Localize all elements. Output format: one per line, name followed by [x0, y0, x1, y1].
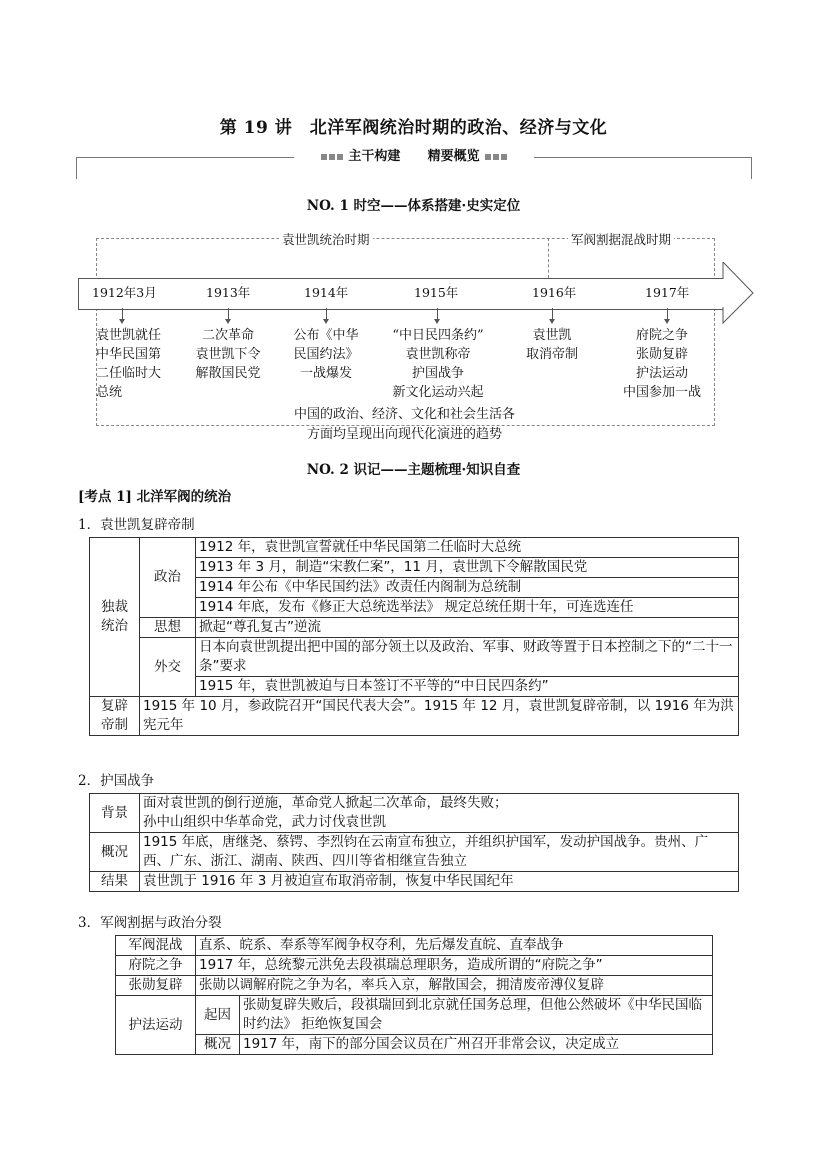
hufa-gaikuang-cell: 概况 [196, 1035, 240, 1055]
fubi-row: 1915 年 10 月，参政院召开“国民代表大会”。1915 年 12 月，袁世凯复辟帝制，以 1916 年为洪宪元年 [140, 697, 739, 736]
qiyin-cell: 起因 [196, 996, 240, 1035]
period-warlord-label: 军阀割据混战时期 [568, 230, 674, 248]
year-1914: 1914年 [304, 285, 349, 300]
year-1915: 1915年 [414, 285, 459, 300]
banner-right-label: 精要概览 [427, 149, 480, 164]
s2-table [89, 793, 739, 892]
page-title: 第 19 讲 北洋军阀统治时期的政治、经济与文化 [219, 118, 608, 138]
waijiao-cell: 外交 [140, 638, 196, 697]
fuyuan-row: 1917 年，总统黎元洪免去段祺瑞总理职务，造成所谓的“府院之争” [196, 956, 713, 976]
event-1917: 府院之争 张勋复辟 护法运动 中国参加一战 [622, 328, 701, 400]
beijing-cell: 背景 [90, 794, 140, 833]
section-banner [76, 148, 752, 178]
qiyin-row: 张勋复辟失败后，段祺瑞回到北京就任国务总理，但他公然破坏《中华民国临时约法》 拒绝恢复国会 [240, 996, 713, 1035]
timeline-summary: 中国的政治、经济、文化和社会生活各 方面均呈现出向现代化演进的趋势 [293, 407, 515, 442]
no2-heading: NO. 2 识记——主题梳理·知识自查 [306, 462, 521, 478]
timeline-arrow [78, 278, 725, 310]
no1-heading: NO. 1 时空——体系搭建·史实定位 [306, 198, 521, 214]
s1-table [89, 537, 739, 736]
event-1913: 二次革命 袁世凯下令 解散国民党 [195, 328, 261, 381]
zhengzhi-row-3: 1914 年公布《中华民国约法》改责任内阁制为总统制 [196, 578, 739, 598]
hufa-gaikuang-row: 1917 年，南下的部分国会议员在广州召开非常会议，决定成立 [240, 1035, 713, 1055]
waijiao-row-2: 1915 年，袁世凯被迫与日本签订不平等的“中日民四条约” [196, 677, 739, 697]
s2-heading: 2．护国战争 [78, 773, 155, 789]
dicai-cell: 独裁统治 [90, 538, 140, 697]
timeline-arrowhead-icon [722, 262, 754, 324]
junfa-row: 直系、皖系、奉系等军阀争权夺利，先后爆发直皖、直奉战争 [196, 936, 713, 956]
kaodian-heading: [考点 1] 北洋军阀的统治 [78, 489, 232, 505]
zhangxun-row: 张勋以调解府院之争为名，率兵入京，解散国会，拥清废帝溥仪复辟 [196, 976, 713, 996]
event-1912: 袁世凯就任 中华民国第 二任临时大 总统 [96, 328, 162, 400]
event-1914: 公布《中华 民国约法》 一战爆发 [293, 328, 359, 381]
event-1916: 袁世凯 取消帝制 [525, 328, 578, 362]
beijing-row: 面对袁世凯的倒行逆施，革命党人掀起二次革命，最终失败； 孙中山组织中华革命党，武力讨伐袁世凯 [140, 794, 739, 833]
period-yuan-label: 袁世凯统治时期 [279, 230, 373, 248]
s3-table [115, 935, 713, 1055]
fubi-cell: 复辟帝制 [90, 697, 140, 736]
hufa-cell: 护法运动 [116, 996, 196, 1055]
gaikuang-row: 1915 年底，唐继尧、蔡锷、李烈钧在云南宣布独立，并组织护国军，发动护国战争。贵州、广西、广东、浙江、湖南、陕西、四川等省相继宣告独立 [140, 833, 739, 872]
zhangxun-cell: 张勋复辟 [116, 976, 196, 996]
fuyuan-cell: 府院之争 [116, 956, 196, 976]
banner-left-label: 主干构建 [348, 149, 401, 164]
waijiao-row-1: 日本向袁世凯提出把中国的部分领土以及政治、军事、财政等置于日本控制之下的“二十一条”要求 [196, 638, 739, 677]
year-1912: 1912年3月 [92, 285, 157, 300]
jieguo-row: 袁世凯于 1916 年 3 月被迫宣布取消帝制，恢复中华民国纪年 [140, 872, 739, 892]
zhengzhi-cell: 政治 [140, 538, 196, 618]
junfa-cell: 军阀混战 [116, 936, 196, 956]
year-1916: 1916年 [532, 285, 577, 300]
event-1915: “中日民四条约” 袁世凯称帝 护国战争 新文化运动兴起 [392, 328, 484, 400]
jieguo-cell: 结果 [90, 872, 140, 892]
year-1913: 1913年 [206, 285, 251, 300]
sixiang-cell: 思想 [140, 618, 196, 638]
gaikuang-cell: 概况 [90, 833, 140, 872]
s1-heading: 1．袁世凯复辟帝制 [78, 517, 195, 533]
zhengzhi-row-2: 1913 年 3 月，制造“宋教仁案”，11 月，袁世凯下令解散国民党 [196, 558, 739, 578]
zhengzhi-row-4: 1914 年底，发布《修正大总统选举法》 规定总统任期十年，可连选连任 [196, 598, 739, 618]
year-1917: 1917年 [645, 285, 690, 300]
sixiang-row: 掀起“尊孔复古”逆流 [196, 618, 739, 638]
zhengzhi-row-1: 1912 年，袁世凯宣誓就任中华民国第二任临时大总统 [196, 538, 739, 558]
s3-heading: 3．军阀割据与政治分裂 [78, 915, 222, 931]
